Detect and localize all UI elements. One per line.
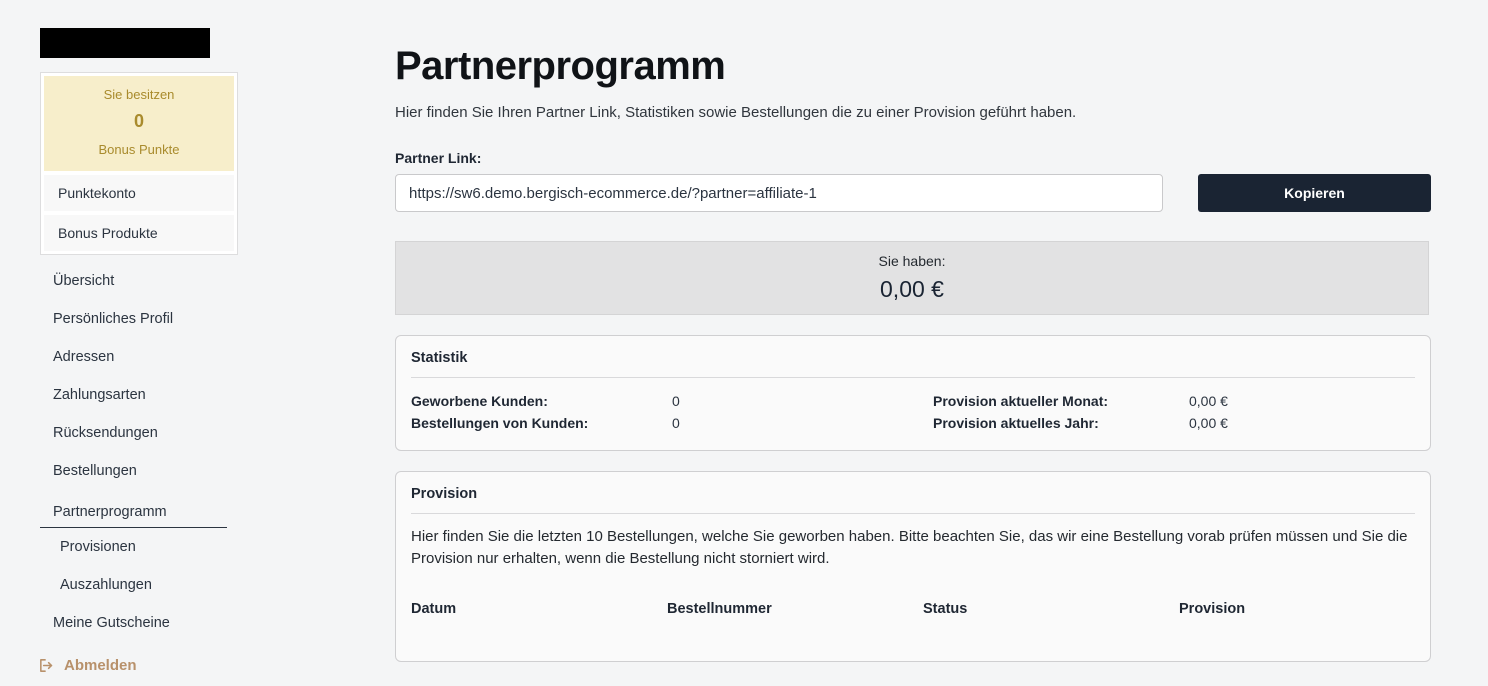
sidebar-item-label[interactable]: Persönliches Profil [53, 311, 174, 327]
column-header-datum: Datum [411, 601, 457, 617]
page-title: Partnerprogramm [395, 44, 726, 88]
store-logo [40, 28, 210, 58]
sidebar-item-ruecksendungen[interactable] [40, 414, 260, 452]
sidebar-item-partnerprogramm[interactable] [40, 490, 260, 528]
sidebar-item-persoenliches-profil[interactable] [40, 300, 260, 338]
balance-amount: 0,00 € [880, 276, 944, 302]
statistics-row [411, 412, 1415, 434]
page-subtitle: Hier finden Sie Ihren Partner Link, Statistiken sowie Bestellungen die zu einer Provision geführt haben. [395, 104, 1077, 121]
partner-program-page [395, 0, 1431, 662]
stat-label: Provision aktueller Monat: [933, 393, 1109, 409]
logout-button[interactable] [38, 657, 137, 674]
copy-button[interactable]: Kopieren [1198, 174, 1431, 212]
bonus-line1: Sie besitzen [103, 87, 175, 102]
sidebar-item-label[interactable]: Zahlungsarten [53, 387, 146, 403]
divider [411, 513, 1415, 514]
divider [411, 377, 1415, 378]
sidebar-item-provisionen[interactable] [40, 528, 260, 566]
column-header-provision: Provision [1179, 601, 1246, 617]
provision-title: Provision [411, 486, 478, 502]
stat-value: 0,00 € [1189, 415, 1228, 431]
bonus-line2: Bonus Punkte [98, 142, 180, 157]
balance-box [395, 241, 1429, 315]
sidebar-item-auszahlungen[interactable] [40, 566, 260, 604]
column-header-bestellnummer: Bestellnummer [667, 601, 772, 617]
statistics-title: Statistik [411, 350, 468, 366]
statistics-card [395, 335, 1431, 451]
stat-value: 0 [672, 415, 680, 431]
stat-label: Bestellungen von Kunden: [411, 415, 589, 431]
sidebar-item-label[interactable]: Adressen [53, 349, 115, 365]
sidebar-item-bestellungen[interactable] [40, 452, 260, 490]
provision-table-header [411, 601, 1415, 617]
bonus-points-count: 0 [133, 111, 144, 131]
balance-label: Sie haben: [878, 253, 946, 269]
account-nav [40, 262, 260, 642]
stat-label: Provision aktuelles Jahr: [933, 415, 1099, 431]
partner-link-input[interactable] [395, 174, 1163, 212]
sidebar-item-label[interactable]: Partnerprogramm [40, 504, 227, 528]
provision-card [395, 471, 1431, 662]
partner-link-label: Partner Link: [395, 150, 482, 166]
sidebar-item-adressen[interactable] [40, 338, 260, 376]
logout-label: Abmelden [64, 657, 137, 674]
sidebar-item-label[interactable]: Provisionen [60, 539, 136, 555]
sidebar-item-label[interactable]: Rücksendungen [53, 425, 158, 441]
provision-description: Hier finden Sie die letzten 10 Bestellungen, welche Sie geworben haben. Bitte beachten Sie, das wir eine Bestellung vorab prüfen müssen und Sie die Provision nur erhalten, wenn die Bestellung nicht storniert wird. [411, 528, 1408, 567]
stat-label: Geworbene Kunden: [411, 393, 548, 409]
column-header-status: Status [923, 601, 968, 617]
sidebar-item-label[interactable]: Bestellungen [53, 463, 137, 479]
sidebar-item-label[interactable]: Auszahlungen [60, 577, 152, 593]
account-sidebar [0, 0, 300, 686]
bonus-points-summary [44, 76, 234, 171]
bonus-menu [44, 175, 234, 251]
sidebar-item-uebersicht[interactable] [40, 262, 260, 300]
sidebar-item-punktekonto[interactable]: Punktekonto [44, 175, 234, 211]
sidebar-item-label[interactable]: Meine Gutscheine [53, 615, 170, 631]
sidebar-item-zahlungsarten[interactable] [40, 376, 260, 414]
stat-value: 0 [672, 393, 680, 409]
sidebar-item-label[interactable]: Übersicht [53, 273, 115, 289]
bonus-points-widget [40, 72, 238, 255]
partner-link-row [395, 174, 1431, 212]
sidebar-item-bonus-produkte[interactable]: Bonus Produkte [44, 215, 234, 251]
sidebar-item-meine-gutscheine[interactable] [40, 604, 260, 642]
stat-value: 0,00 € [1189, 393, 1228, 409]
logout-icon [38, 657, 55, 674]
statistics-row [411, 390, 1415, 412]
